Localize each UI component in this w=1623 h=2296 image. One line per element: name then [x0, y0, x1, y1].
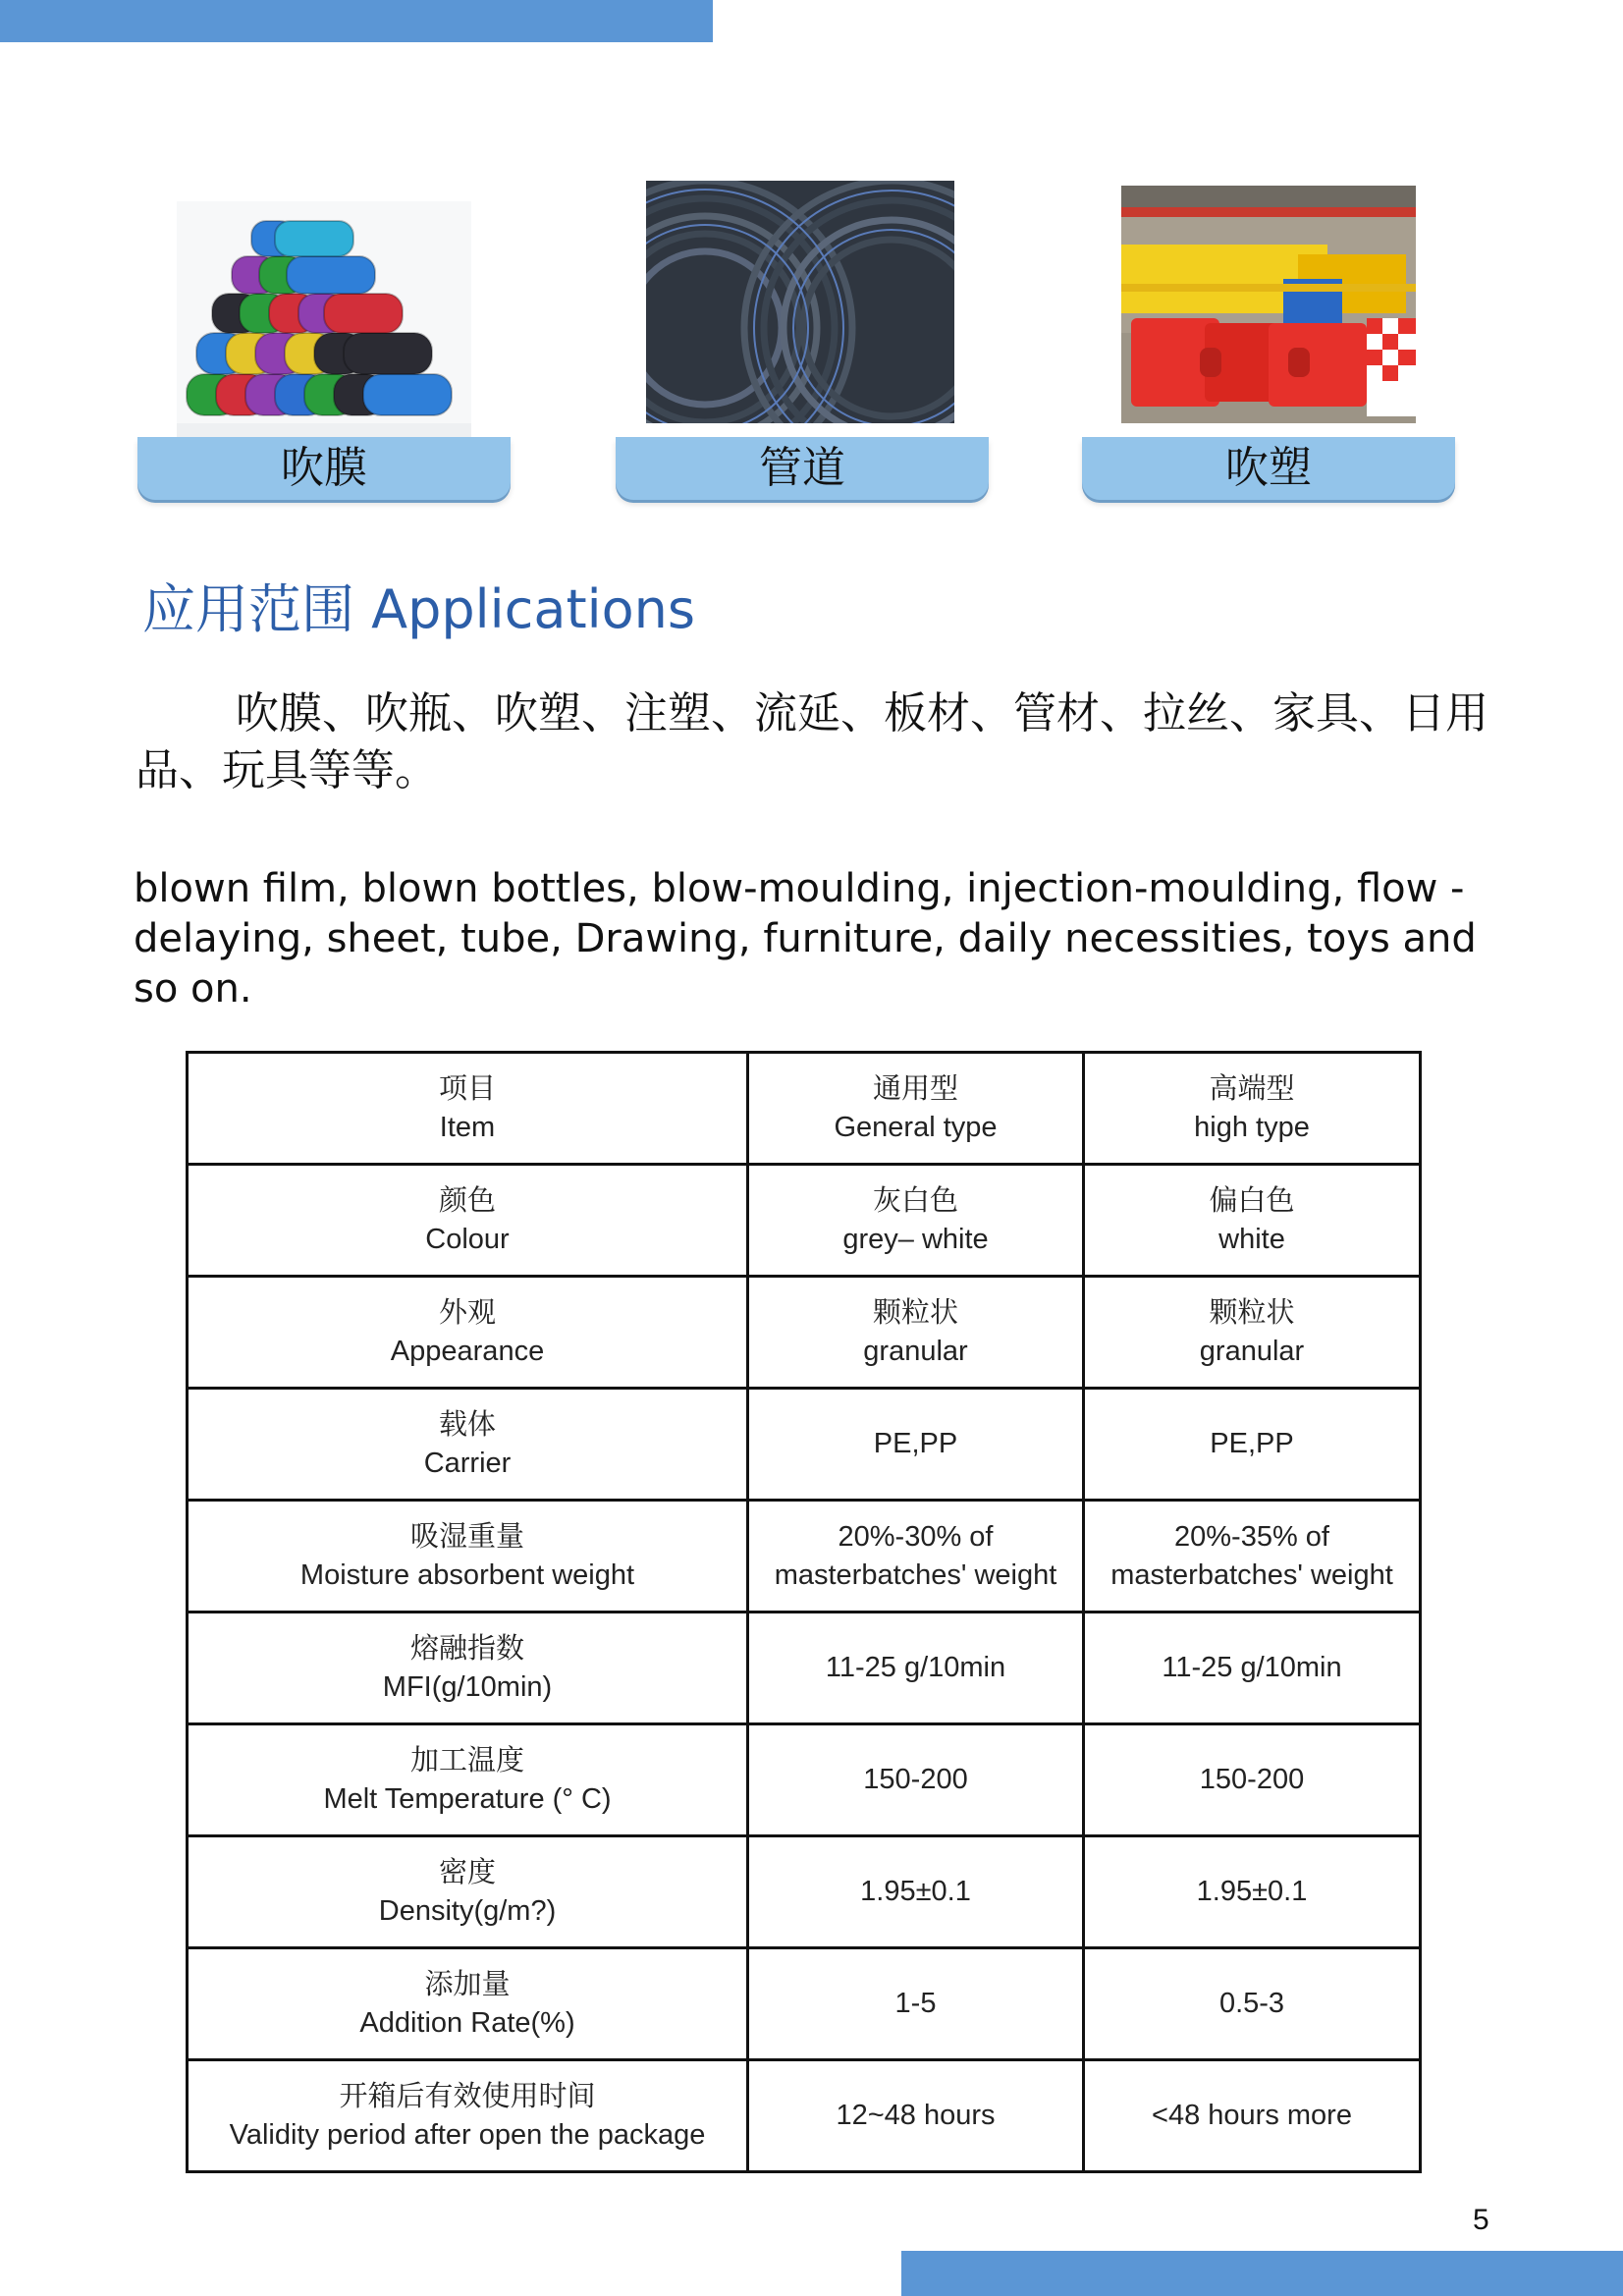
cell-text: masterbatches' weight — [1110, 1558, 1393, 1591]
table-cell — [748, 1165, 1084, 1277]
cell-text: 12~48 hours — [836, 2100, 996, 2131]
table-row — [188, 1165, 1421, 1277]
cell-text: 150-200 — [863, 1764, 968, 1795]
table-row — [188, 1724, 1421, 1836]
table-cell — [188, 1277, 748, 1389]
cell-text: 11-25 g/10min — [825, 1652, 1006, 1683]
table-cell — [748, 2060, 1084, 2172]
table-cell — [1084, 1277, 1421, 1389]
cell-text: 颗粒状 — [872, 1296, 958, 1329]
table-cell — [188, 1613, 748, 1724]
applications-paragraph-english: blown film, blown bottles, blow-moulding, injection-moulding, flow -delaying, sheet, tube, Drawing, furniture, daily necessities, toys and so on. — [134, 866, 1477, 1011]
cell-text: 1-5 — [894, 1988, 937, 2019]
cell-text: 外观 — [438, 1296, 496, 1329]
cell-text: Item — [439, 1111, 496, 1143]
cell-text: grey– white — [842, 1223, 989, 1255]
applications-paragraph-chinese: 吹膜、吹瓶、吹塑、注塑、流延、板材、管材、拉丝、家具、日用品、玩具等等。 — [135, 688, 1488, 795]
table-cell — [188, 1389, 748, 1501]
table-cell — [1084, 1389, 1421, 1501]
cell-text: granular — [1199, 1335, 1305, 1367]
cell-text: 载体 — [438, 1408, 496, 1441]
table-cell — [1084, 1053, 1421, 1165]
table-cell — [188, 1836, 748, 1948]
table-cell — [748, 1389, 1084, 1501]
application-card-blown-film — [137, 172, 511, 506]
cell-text: Validity period after open the package — [229, 2118, 706, 2151]
table-cell — [748, 1501, 1084, 1613]
cell-text: 项目 — [438, 1072, 496, 1105]
cell-text: Moisture absorbent weight — [299, 1558, 635, 1591]
table-cell — [188, 1053, 748, 1165]
cell-text: 1.95±0.1 — [1196, 1876, 1308, 1907]
cell-text: 灰白色 — [872, 1184, 958, 1217]
table-row — [188, 1501, 1421, 1613]
table-row — [188, 2060, 1421, 2172]
card-label: 吹膜 — [137, 437, 511, 500]
cell-text: 150-200 — [1199, 1764, 1305, 1795]
cell-text: Colour — [425, 1223, 510, 1255]
table-cell — [188, 1724, 748, 1836]
cell-text: <48 hours more — [1152, 2100, 1352, 2131]
cell-text: Density(g/m?) — [378, 1894, 557, 1927]
table-row — [188, 1277, 1421, 1389]
table-cell — [1084, 1724, 1421, 1836]
cell-text: 11-25 g/10min — [1162, 1652, 1342, 1683]
cell-text: 高端型 — [1209, 1072, 1295, 1105]
cell-text: Melt Temperature (° C) — [323, 1782, 612, 1815]
table-cell — [748, 1836, 1084, 1948]
table-cell — [748, 1277, 1084, 1389]
table-cell — [188, 2060, 748, 2172]
application-card-blow-moulding — [1082, 172, 1455, 506]
cell-text: white — [1218, 1223, 1285, 1255]
application-card-pipes — [616, 172, 989, 506]
page-number: 5 — [1473, 2204, 1489, 2236]
cell-text: granular — [863, 1335, 968, 1367]
cell-text: Appearance — [390, 1335, 545, 1367]
cell-text: PE,PP — [873, 1428, 958, 1459]
table-cell — [1084, 1836, 1421, 1948]
cell-text: 添加量 — [424, 1968, 511, 2000]
table-cell — [748, 1053, 1084, 1165]
table-row — [188, 1389, 1421, 1501]
cell-text: 熔融指数 — [409, 1632, 524, 1665]
table-cell — [748, 1613, 1084, 1724]
cell-text: 密度 — [438, 1856, 496, 1888]
table-cell — [1084, 1501, 1421, 1613]
coiled-pipes-image — [646, 181, 954, 423]
cell-text: 颗粒状 — [1209, 1296, 1295, 1329]
section-title: 应用范围 Applications — [142, 578, 696, 640]
table-cell — [188, 1948, 748, 2060]
table-cell — [1084, 2060, 1421, 2172]
cell-text: 偏白色 — [1209, 1184, 1295, 1217]
cell-text: masterbatches' weight — [774, 1558, 1057, 1591]
cell-text: high type — [1194, 1111, 1310, 1143]
table-row — [188, 1836, 1421, 1948]
table-cell — [1084, 1613, 1421, 1724]
table-cell — [1084, 1948, 1421, 2060]
cell-text: PE,PP — [1210, 1428, 1294, 1459]
card-label: 管道 — [616, 437, 989, 500]
table-row — [188, 1613, 1421, 1724]
table-cell — [748, 1948, 1084, 2060]
traffic-barriers-image — [1121, 186, 1416, 423]
cell-text: 1.95±0.1 — [860, 1876, 971, 1907]
top-accent-bar — [0, 0, 713, 42]
cell-text: 20%-35% of — [1174, 1520, 1329, 1553]
card-label: 吹塑 — [1082, 437, 1455, 500]
bottom-accent-bar — [901, 2251, 1623, 2296]
table-cell — [1084, 1165, 1421, 1277]
table-cell — [748, 1724, 1084, 1836]
cell-text: 20%-30% of — [838, 1520, 994, 1553]
cell-text: Addition Rate(%) — [359, 2006, 575, 2039]
cell-text: 颜色 — [438, 1184, 496, 1217]
plastic-bag-rolls-image — [177, 201, 471, 437]
table-cell — [188, 1501, 748, 1613]
table-row — [188, 1053, 1421, 1165]
cell-text: 吸湿重量 — [409, 1520, 524, 1553]
cell-text: 通用型 — [872, 1072, 958, 1105]
specification-table — [186, 1051, 1422, 2173]
cell-text: 开箱后有效使用时间 — [339, 2080, 596, 2112]
cell-text: Carrier — [423, 1447, 512, 1479]
cell-text: 0.5-3 — [1218, 1988, 1285, 2019]
cell-text: General type — [834, 1111, 998, 1143]
cell-text: MFI(g/10min) — [382, 1670, 553, 1703]
cell-text: 加工温度 — [409, 1744, 524, 1777]
table-row — [188, 1948, 1421, 2060]
table-cell — [188, 1165, 748, 1277]
